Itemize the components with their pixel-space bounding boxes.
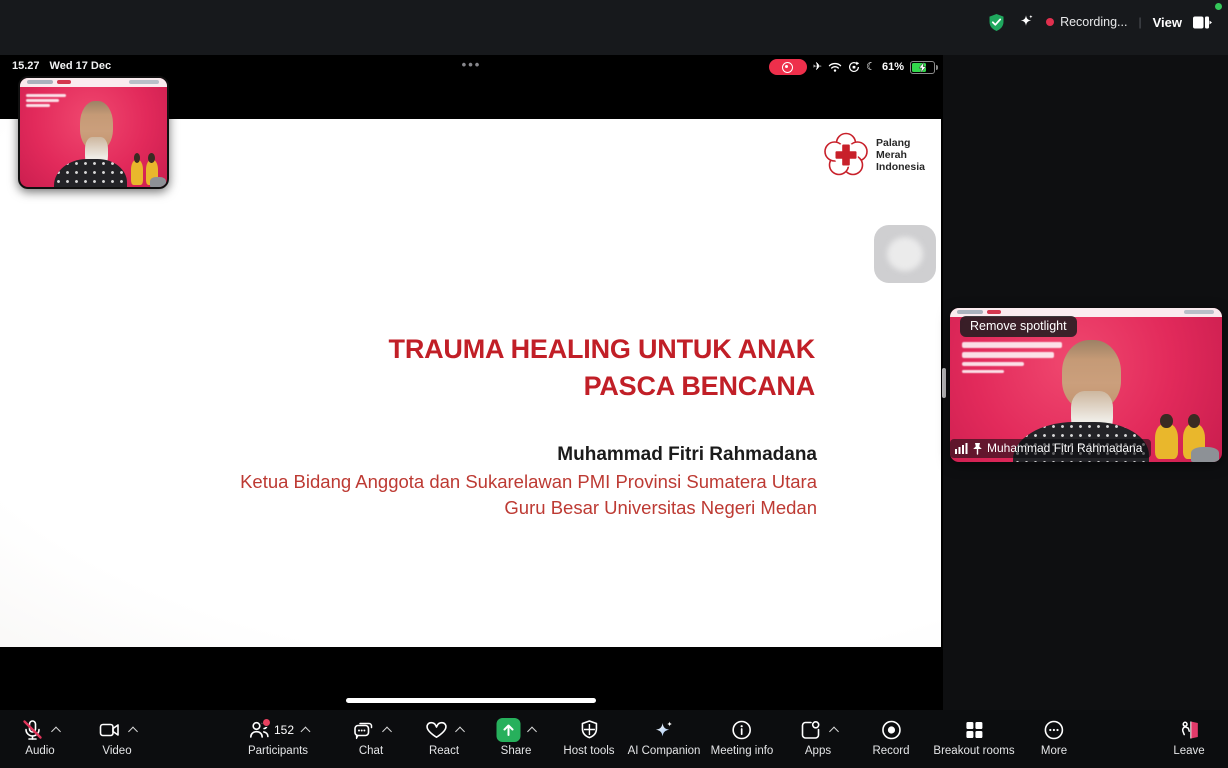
pmi-logo-text: Palang Merah Indonesia	[875, 136, 925, 174]
slide-title-line1: TRAUMA HEALING UNTUK ANAK	[388, 334, 815, 364]
leave-button[interactable]	[1173, 717, 1204, 757]
video-camera-icon	[98, 718, 122, 742]
info-icon	[730, 718, 754, 742]
react-label: React	[428, 745, 460, 757]
share-button[interactable]	[497, 717, 536, 757]
record-glyph-icon	[782, 62, 793, 73]
orientation-lock-icon	[848, 61, 860, 73]
recording-label: Recording...	[1060, 15, 1128, 29]
audio-level-bars-icon	[955, 442, 968, 454]
meeting-info-button[interactable]	[711, 717, 774, 757]
host-tools-button[interactable]	[563, 717, 614, 757]
remove-spotlight-button[interactable]: Remove spotlight	[960, 316, 1077, 337]
ai-companion-label: AI Companion	[627, 745, 701, 757]
slide-speaker-block	[240, 442, 817, 522]
pmi-flower-cross-icon	[823, 132, 869, 178]
chat-button[interactable]	[352, 717, 391, 757]
panel-resize-handle[interactable]	[942, 368, 946, 398]
meeting-info-label: Meeting info	[710, 745, 774, 757]
leave-door-icon	[1177, 718, 1201, 742]
participant-name-label: Muhammad Fitri Rahmadana	[987, 441, 1143, 455]
apps-icon	[799, 718, 823, 742]
pmi-logo	[823, 132, 925, 178]
self-view-thumbnail[interactable]	[18, 76, 169, 189]
speaker-role-1: Ketua Bidang Anggota dan Sukarelawan PMI Provinsi Sumatera Utara	[240, 470, 817, 492]
sparkle-icon	[652, 718, 676, 742]
slide-title-line2: PASCA BENCANA	[583, 371, 815, 402]
video-button[interactable]	[98, 717, 137, 757]
view-button-label[interactable]: View	[1152, 14, 1182, 30]
status-time: 15.27	[12, 60, 40, 72]
react-chevron-up-icon[interactable]	[455, 726, 465, 736]
spotlight-pin-icon	[972, 442, 983, 455]
react-button[interactable]	[425, 717, 464, 757]
host-tools-label: Host tools	[563, 745, 615, 757]
apps-label: Apps	[804, 745, 832, 757]
slide-title	[389, 331, 815, 406]
breakout-rooms-label: Breakout rooms	[933, 745, 1015, 757]
top-bar	[0, 0, 1228, 55]
spotlight-video-tile[interactable]	[950, 308, 1222, 462]
ipad-status-right	[769, 58, 935, 76]
ipad-home-indicator	[346, 698, 596, 703]
screen-overlay-widget	[874, 225, 936, 283]
chat-icon	[352, 718, 376, 742]
shield-icon	[577, 718, 601, 742]
ai-companion-button[interactable]	[628, 717, 701, 757]
screen-recording-pill	[769, 59, 807, 75]
charging-bolt-icon	[918, 62, 927, 73]
participants-label: Participants	[247, 745, 309, 757]
airplane-mode-icon: ✈	[812, 60, 823, 73]
record-button[interactable]	[872, 717, 909, 757]
recording-indicator	[1046, 15, 1127, 29]
mic-muted-icon	[21, 718, 45, 742]
video-chevron-up-icon[interactable]	[128, 726, 138, 736]
camera-active-dot	[1215, 3, 1222, 10]
speaker-role-2: Guru Besar Universitas Negeri Medan	[504, 497, 817, 519]
share-label: Share	[500, 745, 532, 757]
participants-count: 152	[273, 723, 295, 737]
participants-button[interactable]	[247, 717, 309, 757]
video-label: Video	[102, 745, 132, 757]
speaker-name: Muhammad Fitri Rahmadana	[557, 444, 817, 465]
self-view-video	[20, 78, 167, 187]
recording-dot-icon	[1046, 18, 1054, 26]
record-label: Record	[872, 745, 910, 757]
wifi-icon	[828, 62, 842, 72]
participants-chevron-up-icon[interactable]	[301, 726, 311, 736]
view-layout-icon[interactable]	[1193, 15, 1212, 30]
top-bar-divider: |	[1138, 15, 1142, 29]
share-up-arrow-icon	[497, 718, 521, 742]
top-bar-controls	[987, 11, 1212, 33]
ipad-menu-dots: •••	[461, 57, 482, 72]
battery-icon	[910, 61, 935, 74]
breakout-rooms-button[interactable]	[933, 717, 1014, 757]
apps-button[interactable]	[799, 717, 838, 757]
battery-percent: 61%	[881, 61, 904, 73]
heart-icon	[425, 718, 449, 742]
audio-button[interactable]	[21, 717, 60, 757]
meeting-toolbar	[0, 710, 1228, 768]
more-label: More	[1040, 745, 1068, 757]
ai-companion-status-icon[interactable]	[1017, 13, 1035, 31]
presentation-slide	[0, 119, 941, 647]
breakout-rooms-icon	[962, 718, 986, 742]
apps-chevron-up-icon[interactable]	[829, 726, 839, 736]
chat-chevron-up-icon[interactable]	[382, 726, 392, 736]
share-chevron-up-icon[interactable]	[527, 726, 537, 736]
audio-chevron-up-icon[interactable]	[51, 726, 61, 736]
record-icon	[879, 718, 903, 742]
more-dots-icon	[1042, 718, 1066, 742]
chat-label: Chat	[358, 745, 384, 757]
more-button[interactable]	[1041, 717, 1067, 757]
leave-label: Leave	[1173, 745, 1205, 757]
participant-name-bar	[950, 439, 1151, 458]
security-shield-icon[interactable]	[987, 13, 1006, 32]
participants-alert-dot	[262, 718, 271, 727]
do-not-disturb-moon-icon: ☾	[866, 60, 876, 73]
audio-label: Audio	[25, 745, 55, 757]
status-date: Wed 17 Dec	[49, 60, 112, 72]
